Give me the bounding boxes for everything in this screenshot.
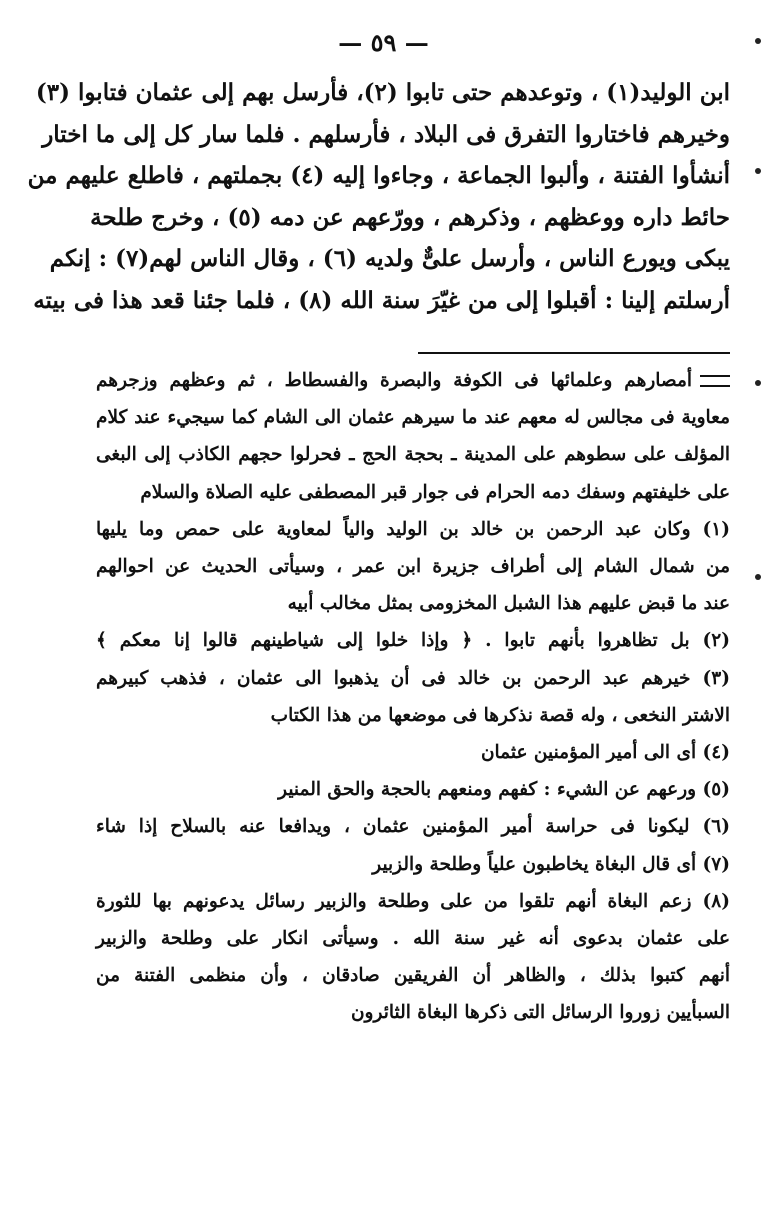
footnotes (96, 362, 730, 1032)
main-text-line: يبكى ويورع الناس ، وأرسل علىٌّ ولديه (٦) ، وقال الناس لهم(٧) : إنكم (49, 245, 730, 272)
main-text-line: أرسلتم إلينا : أقبلوا إلى من غيّرَ سنة الله (٨) ، فلما جئنا قعد هذا فى بيته (33, 286, 730, 314)
page-number: — ٥٩ — (338, 28, 429, 57)
footnote-line: معاوية فى مجالس له معهم عند ما سيرهم عثمان الى الشام كما سيجيء عند كلام (96, 407, 730, 429)
footnote-divider (418, 352, 730, 354)
main-text-line: وخيرهم فاختاروا التفرق فى البلاد ، فأرسلهم . فلما سار كل إلى ما اختار (42, 120, 730, 148)
footnote-line: السبأيين زوروا الرسائل التى ذكرها البغاة الثائرون (350, 1002, 730, 1024)
footnote-line: على خليفتهم وسفك دمه الحرام فى جوار قبر المصطفى عليه الصلاة والسلام (140, 481, 730, 503)
margin-mark (755, 574, 761, 580)
footnote-line: (٥) ورعهم عن الشيء : كفهم ومنعهم بالحجة والحق المنير (278, 779, 730, 801)
footnote-line: (٨) زعم البغاة أنهم تلقوا من على وطلحة والزبير رسائل يدعونهم بها للثورة (96, 890, 730, 912)
footnote-line: (٦) ليكونا فى حراسة أمير المؤمنين عثمان ، ويدافعا عنه بالسلاح إذا شاء (96, 816, 730, 838)
continuation-mark (700, 375, 730, 387)
footnote-line: (٤) أى الى أمير المؤمنين عثمان (480, 742, 730, 764)
margin-mark (755, 168, 761, 174)
margin-mark (755, 38, 761, 44)
footnote-line: المؤلف على سطوهم على المدينة ـ بحجة الحج ـ فحرلوا حجهم الكاذب إلى البغى (96, 444, 730, 466)
footnote-line (96, 362, 730, 399)
footnote-line-text: أمصارهم وعلمائها فى الكوفة والبصرة والفسطاط ، ثم وعظهم وزجرهم (96, 370, 692, 391)
footnote-line: أنهم كتبوا بذلك ، والظاهر أن الفريقين صادقان ، وأن منظمى الفتنة من (96, 965, 730, 987)
footnote-line: على عثمان بدعوى أنه غير سنة الله . وسيأتى انكار على وطلحة والزبير (96, 928, 730, 950)
footnote-line: الاشتر النخعى ، وله قصة نذكرها فى موضعها من هذا الكتاب (270, 704, 730, 726)
main-text-line: حائط داره ووعظهم ، وذكرهم ، وورّعهم عن دمه (٥) ، وخرج طلحة (90, 203, 730, 231)
main-text-line: ابن الوليد(١) ، وتوعدهم حتى تابوا (٢)، فأرسل بهم إلى عثمان فتابوا (٣) (35, 79, 730, 106)
main-text (27, 72, 730, 321)
footnote-line: من شمال الشام إلى أطراف جزيرة ابن عمر ، وسيأتى الحديث عن احوالهم (96, 556, 730, 578)
footnote-line: عند ما قبض عليهم هذا الشبل المخزومى بمثل مخالب أبيه (287, 593, 730, 615)
footnote-line: (١) وكان عبد الرحمن بن خالد بن الوليد والياً لمعاوية على حمص وما يليها (96, 518, 730, 540)
footnote-line: (٢) بل تظاهروا بأنهم تابوا . ﴿ وإذا خلوا إلى شياطينهم قالوا إنا معكم ﴾ (96, 630, 730, 652)
margin-mark (755, 380, 761, 386)
footnote-line: (٣) خيرهم عبد الرحمن بن خالد فى أن يذهبوا الى عثمان ، فذهب كبيرهم (96, 667, 730, 689)
main-text-line: أنشأوا الفتنة ، وألبوا الجماعة ، وجاءوا إليه (٤) بجملتهم ، فاطلع عليهم من (27, 162, 730, 189)
footnote-line: (٧) أى قال البغاة يخاطبون علياً وطلحة والزبير (372, 853, 730, 875)
